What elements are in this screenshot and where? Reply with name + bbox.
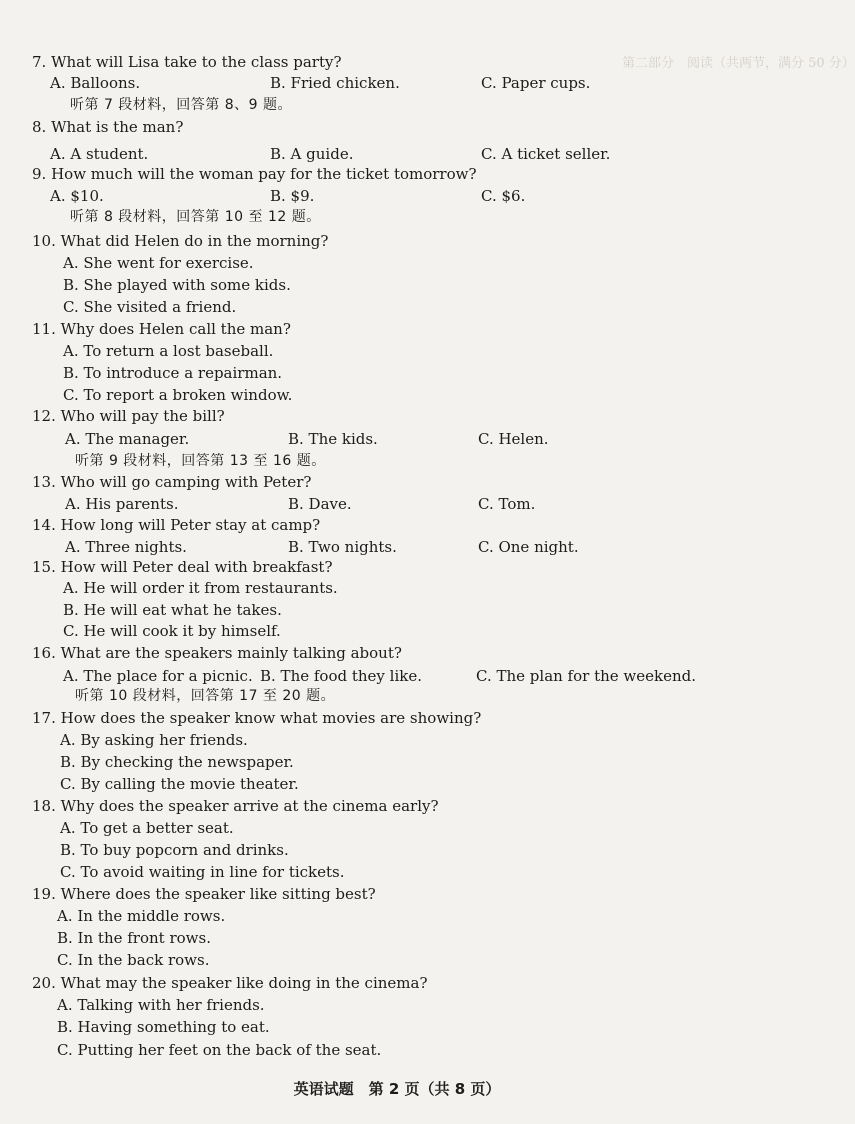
option-b: B. Having something to eat. xyxy=(57,1018,270,1036)
question-18-stem: 18. Why does the speaker arrive at the cinema early? xyxy=(32,797,439,815)
section-heading-9: 听第 9 段材料，回答第 13 至 16 题。 xyxy=(75,453,326,469)
bleed-through-text: 第二部分 阅读（共两节，满分 50 分） xyxy=(622,56,855,71)
option-a: A. He will order it from restaurants. xyxy=(63,579,338,597)
question-16-stem: 16. What are the speakers mainly talking about? xyxy=(32,644,402,662)
option-a: A. His parents. xyxy=(65,495,179,513)
option-b: B. A guide. xyxy=(270,145,354,163)
option-a: A. By asking her friends. xyxy=(60,731,248,749)
option-c: C. He will cook it by himself. xyxy=(63,622,281,640)
option-b: B. Fried chicken. xyxy=(270,74,400,92)
option-c: C. The plan for the weekend. xyxy=(476,667,697,685)
option-a: A. The place for a picnic. xyxy=(63,667,253,685)
question-15-stem: 15. How will Peter deal with breakfast? xyxy=(32,558,333,576)
option-a: A. $10. xyxy=(50,187,104,205)
option-a: A. She went for exercise. xyxy=(63,254,254,272)
question-10-stem: 10. What did Helen do in the morning? xyxy=(32,232,329,250)
option-b: B. She played with some kids. xyxy=(63,276,291,294)
option-b: B. To buy popcorn and drinks. xyxy=(60,841,289,859)
option-b: B. In the front rows. xyxy=(57,929,211,947)
section-heading-7: 听第 7 段材料，回答第 8、9 题。 xyxy=(70,97,293,113)
question-12-stem: 12. Who will pay the bill? xyxy=(32,407,225,425)
question-9-stem: 9. How much will the woman pay for the ticket tomorrow? xyxy=(32,165,477,183)
question-17-stem: 17. How does the speaker know what movies are showing? xyxy=(32,709,482,727)
section-heading-8: 听第 8 段材料，回答第 10 至 12 题。 xyxy=(70,209,321,225)
section-heading-10: 听第 10 段材料，回答第 17 至 20 题。 xyxy=(75,688,336,704)
option-b: B. By checking the newspaper. xyxy=(60,753,294,771)
option-b: B. Dave. xyxy=(288,495,352,513)
option-c: C. One night. xyxy=(478,538,579,556)
option-c: C. To report a broken window. xyxy=(63,386,293,404)
question-19-stem: 19. Where does the speaker like sitting best? xyxy=(32,885,376,903)
option-b: B. He will eat what he takes. xyxy=(63,601,282,619)
option-a: A. A student. xyxy=(50,145,149,163)
option-c: C. By calling the movie theater. xyxy=(60,775,299,793)
option-a: A. Talking with her friends. xyxy=(57,996,265,1014)
option-c: C. Tom. xyxy=(478,495,536,513)
option-b: B. $9. xyxy=(270,187,315,205)
option-c: C. Putting her feet on the back of the seat. xyxy=(57,1041,382,1059)
option-a: A. The manager. xyxy=(65,430,190,448)
option-c: C. Paper cups. xyxy=(481,74,591,92)
question-8-stem: 8. What is the man? xyxy=(32,118,184,136)
option-c: C. To avoid waiting in line for tickets. xyxy=(60,863,345,881)
option-a: A. In the middle rows. xyxy=(57,907,226,925)
question-11-stem: 11. Why does Helen call the man? xyxy=(32,320,291,338)
option-b: B. The kids. xyxy=(288,430,378,448)
option-a: A. To get a better seat. xyxy=(60,819,234,837)
option-c: C. $6. xyxy=(481,187,526,205)
option-a: A. To return a lost baseball. xyxy=(63,342,274,360)
option-a: A. Balloons. xyxy=(50,74,141,92)
option-c: C. In the back rows. xyxy=(57,951,210,969)
option-c: C. She visited a friend. xyxy=(63,298,237,316)
question-13-stem: 13. Who will go camping with Peter? xyxy=(32,473,312,491)
question-14-stem: 14. How long will Peter stay at camp? xyxy=(32,516,321,534)
option-c: C. Helen. xyxy=(478,430,549,448)
question-7-stem: 7. What will Lisa take to the class party? xyxy=(32,53,342,71)
page-footer: 英语试题 第 2 页（共 8 页） xyxy=(293,1080,501,1098)
option-b: B. The food they like. xyxy=(260,667,422,685)
option-b: B. To introduce a repairman. xyxy=(63,364,283,382)
option-a: A. Three nights. xyxy=(65,538,187,556)
option-c: C. A ticket seller. xyxy=(481,145,611,163)
option-b: B. Two nights. xyxy=(288,538,397,556)
question-20-stem: 20. What may the speaker like doing in the cinema? xyxy=(32,974,428,992)
